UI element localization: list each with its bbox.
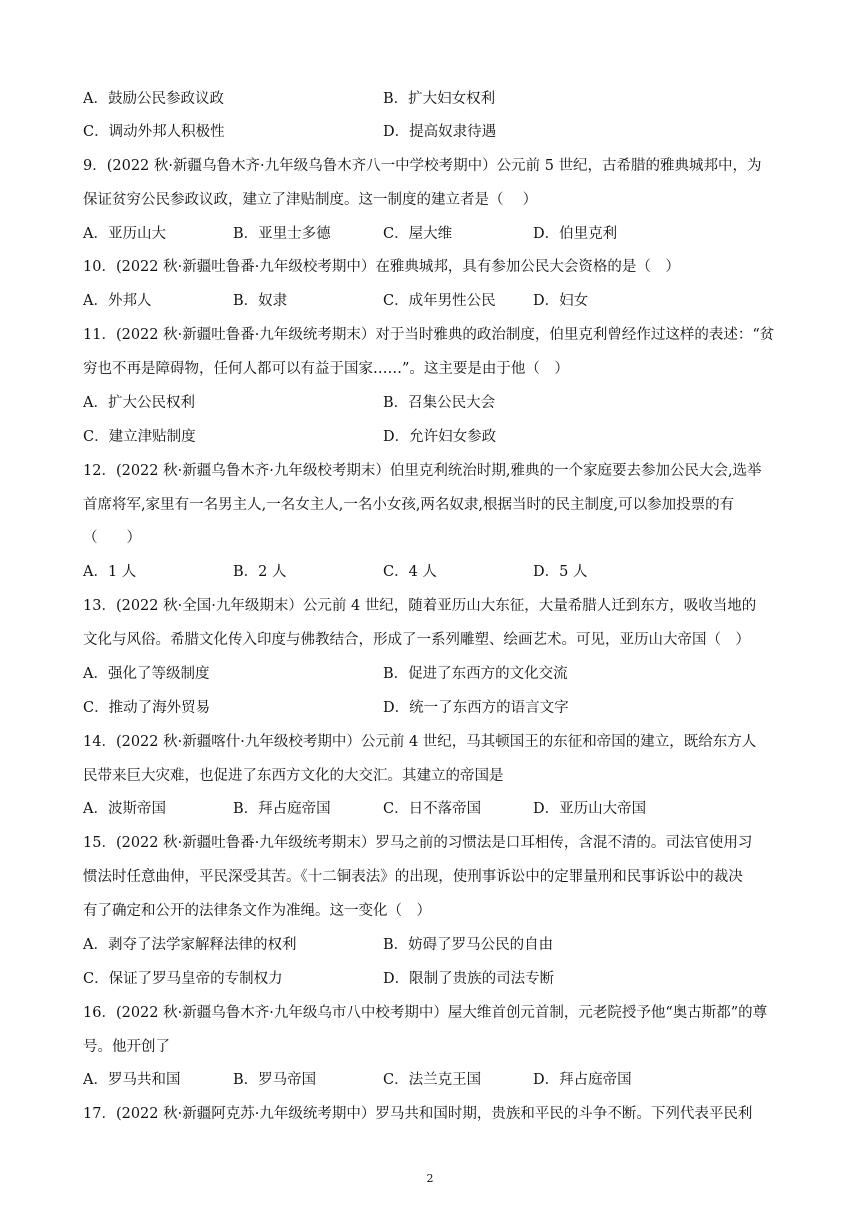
q9-option-d: D．伯里克利 (533, 226, 618, 242)
q14-option-c: C．日不落帝国 (383, 801, 482, 817)
q11-option-c: C．建立津贴制度 (83, 429, 196, 445)
q10-option-c: C．成年男性公民 (383, 293, 496, 309)
q13-option-a: A．强化了等级制度 (83, 666, 210, 682)
q11-stem-line-1: 11．(2022 秋·新疆吐鲁番·九年级统考期末）对于当时雅典的政治制度，伯里克利曾经作过这样的表述：“贫 (83, 327, 775, 343)
q12-option-c: C．4 人 (383, 564, 437, 580)
q15-option-a: A．剥夺了法学家解释法律的权利 (83, 937, 297, 953)
q11-option-a: A．扩大公民权利 (83, 395, 195, 411)
q8-option-b: B．扩大妇女权利 (383, 91, 496, 107)
q9-option-b: B．亚里士多德 (233, 226, 331, 242)
q13-option-b: B．促进了东西方的文化交流 (383, 666, 568, 682)
q11-stem-line-2: 穷也不再是障碍物，任何人都可以有益于国家……”。这主要是由于他（ ） (83, 361, 569, 377)
q17-stem-line-1: 17．(2022 秋·新疆阿克苏·九年级统考期中）罗马共和国时期，贵族和平民的斗争不断。下列代表平民利 (83, 1106, 753, 1122)
q16-option-c: C．法兰克王国 (383, 1072, 482, 1088)
q15-option-c: C．保证了罗马皇帝的专制权力 (83, 971, 283, 987)
q9-stem-line-1: 9．(2022 秋·新疆乌鲁木齐·九年级乌鲁木齐八一中学校考期中）公元前 5 世纪，古希腊的雅典城邦中，为 (83, 158, 762, 174)
q14-option-a: A．波斯帝国 (83, 801, 166, 817)
q8-option-c: C．调动外邦人积极性 (83, 124, 225, 140)
q15-option-b: B．妨碍了罗马公民的自由 (383, 937, 554, 953)
q10-option-d: D．妇女 (533, 293, 589, 309)
q8-option-d: D．提高奴隶待遇 (383, 124, 497, 140)
q12-stem-line-1: 12．(2022 秋·新疆乌鲁木齐·九年级校考期末）伯里克利统治时期,雅典的一个家庭要去参加公民大会,选举 (83, 463, 762, 479)
q14-stem-line-2: 民带来巨大灾难，也促进了东西方文化的大交汇。其建立的帝国是 (83, 768, 504, 784)
q13-option-d: D．统一了东西方的语言文字 (383, 700, 569, 716)
q16-option-b: B．罗马帝国 (233, 1072, 317, 1088)
q14-stem-line-1: 14．(2022 秋·新疆喀什·九年级校考期中）公元前 4 世纪，马其顿国王的东征和帝国的建立，既给东方人 (83, 734, 757, 750)
q8-option-a: A．鼓励公民参政议政 (83, 91, 224, 107)
q15-stem-line-2: 惯法时任意曲伸，平民深受其苦。《十二铜表法》的出现，使刑事诉讼中的定罪量刑和民事诉讼中的裁决 (83, 869, 743, 885)
q13-stem-line-1: 13．(2022 秋·全国·九年级期末）公元前 4 世纪，随着亚历山大东征，大量希腊人迁到东方，吸收当地的 (83, 598, 757, 614)
q10-option-a: A．外邦人 (83, 293, 152, 309)
q15-stem-line-3: 有了确定和公开的法律条文作为准绳。这一变化（ ） (83, 903, 431, 919)
q9-option-c: C．屋大维 (383, 226, 453, 242)
page-number: 2 (426, 1172, 434, 1185)
q12-option-a: A．1 人 (83, 564, 137, 580)
q14-option-d: D．亚历山大帝国 (533, 801, 647, 817)
q11-option-d: D．允许妇女参政 (383, 429, 497, 445)
q15-option-d: D．限制了贵族的司法专断 (383, 971, 555, 987)
q16-stem-line-2: 号。他开创了 (83, 1039, 170, 1055)
q13-stem-line-2: 文化与风俗。希腊文化传入印度与佛教结合，形成了一系列雕塑、绘画艺术。可见，亚历山大帝国（ ） (83, 632, 750, 648)
q16-stem-line-1: 16．(2022 秋·新疆乌鲁木齐·九年级乌市八中校考期中）屋大维首创元首制，元老院授予他“奥古斯都”的尊 (83, 1005, 768, 1021)
q15-stem-line-1: 15．(2022 秋·新疆吐鲁番·九年级统考期末）罗马之前的习惯法是口耳相传，含混不清的。司法官使用习 (83, 835, 753, 851)
q10-stem-line-1: 10．(2022 秋·新疆吐鲁番·九年级校考期中）在雅典城邦，具有参加公民大会资格的是（ ） (83, 259, 680, 275)
q14-option-b: B．拜占庭帝国 (233, 801, 331, 817)
q10-option-b: B．奴隶 (233, 293, 288, 309)
q13-option-c: C．推动了海外贸易 (83, 700, 211, 716)
q9-stem-line-2: 保证贫穷公民参政议政，建立了津贴制度。这一制度的建立者是（ ） (83, 192, 538, 208)
q12-stem-line-2: 首席将军,家里有一名男主人,一名女主人,一名小女孩,两名奴隶,根据当时的民主制度,可以参加投票的有 (83, 497, 735, 513)
q9-option-a: A．亚历山大 (83, 226, 166, 242)
q16-option-d: D．拜占庭帝国 (533, 1072, 632, 1088)
q12-option-b: B．2 人 (233, 564, 287, 580)
q11-option-b: B．召集公民大会 (383, 395, 496, 411)
q16-option-a: A．罗马共和国 (83, 1072, 181, 1088)
q12-stem-line-3: （ ） (83, 530, 141, 546)
q12-option-d: D．5 人 (533, 564, 588, 580)
